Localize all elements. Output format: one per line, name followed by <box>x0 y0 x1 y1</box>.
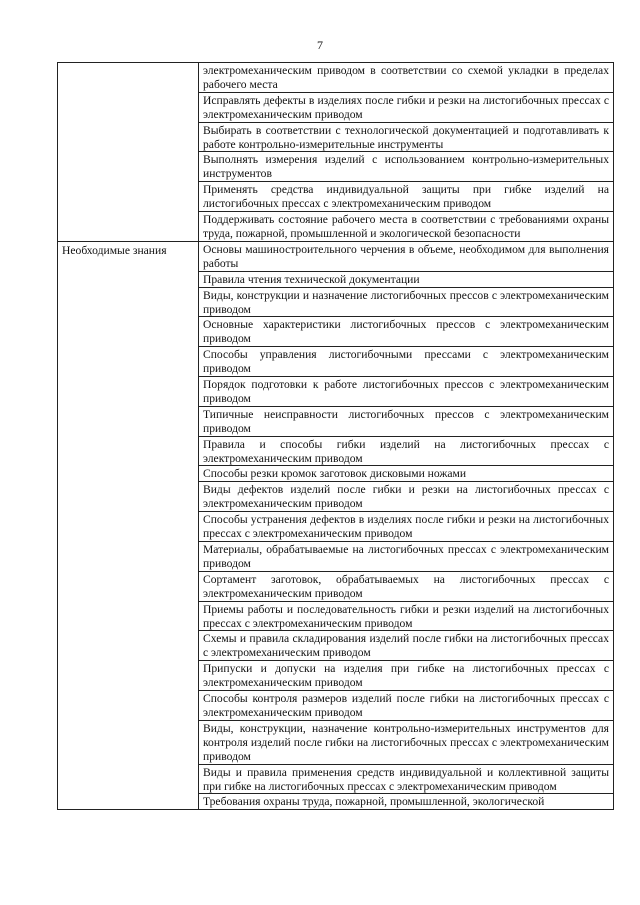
requirement-item: Способы контроля размеров изделий после гибки на листогибочных прессах с электромеханическим приводом <box>199 691 614 721</box>
requirement-item: Способы резки кромок заготовок дисковыми ножами <box>199 466 614 482</box>
requirements-table <box>57 62 614 810</box>
requirement-item: Правила чтения технической документации <box>199 271 614 287</box>
requirement-item: Виды дефектов изделий после гибки и резки на листогибочных прессах с электромеханическим приводом <box>199 482 614 512</box>
requirement-item: Исправлять дефекты в изделиях после гибки и резки на листогибочных прессах с электромеханическим приводом <box>199 92 614 122</box>
requirements-table-body <box>58 63 614 810</box>
page-number: 7 <box>317 38 323 52</box>
requirement-item: Виды и правила применения средств индивидуальной и коллективной защиты при гибке на листогибочных прессах с электромеханическим приводом <box>199 764 614 794</box>
requirements-table-wrap <box>57 62 613 905</box>
requirement-item: Требования охраны труда, пожарной, промышленной, экологической <box>199 794 614 810</box>
requirement-item: Выполнять измерения изделий с использованием контрольно-измерительных инструментов <box>199 152 614 182</box>
requirement-item: Сортамент заготовок, обрабатываемых на листогибочных прессах с электромеханическим приводом <box>199 571 614 601</box>
requirement-item: Правила и способы гибки изделий на листогибочных прессах с электромеханическим приводом <box>199 436 614 466</box>
requirement-item: Основные характеристики листогибочных прессов с электромеханическим приводом <box>199 317 614 347</box>
skills-label-cell <box>58 63 199 242</box>
requirement-item: Поддерживать состояние рабочего места в соответствии с требованиями охраны труда, пожарной, промышленной и экологической безопасности <box>199 212 614 242</box>
requirement-item: Основы машиностроительного черчения в объеме, необходимом для выполнения работы <box>199 241 614 271</box>
table-row <box>58 63 614 93</box>
requirement-item: Приемы работы и последовательность гибки и резки изделий на листогибочных прессах с электромеханическим приводом <box>199 601 614 631</box>
requirement-item: Применять средства индивидуальной защиты при гибке изделий на листогибочных прессах с электромеханическим приводом <box>199 182 614 212</box>
table-row <box>58 241 614 271</box>
requirement-item: Виды, конструкции и назначение листогибочных прессов с электромеханическим приводом <box>199 287 614 317</box>
requirement-item: Типичные неисправности листогибочных прессов с электромеханическим приводом <box>199 406 614 436</box>
requirement-item: Способы устранения дефектов в изделиях после гибки и резки на листогибочных прессах с электромеханическим приводом <box>199 512 614 542</box>
requirement-item: Материалы, обрабатываемые на листогибочных прессах с электромеханическим приводом <box>199 542 614 572</box>
requirement-item: электромеханическим приводом в соответствии со схемой укладки в пределах рабочего места <box>199 63 614 93</box>
requirement-item: Выбирать в соответствии с технологической документацией и подготавливать к работе контрольно-измерительные инструменты <box>199 122 614 152</box>
requirement-item: Припуски и допуски на изделия при гибке на листогибочных прессах с электромеханическим приводом <box>199 661 614 691</box>
requirement-item: Виды, конструкции, назначение контрольно-измерительных инструментов для контроля изделий после гибки на листогибочных прессах с электромеханическим приводом <box>199 720 614 764</box>
requirement-item: Схемы и правила складирования изделий после гибки на листогибочных прессах с электромеханическим приводом <box>199 631 614 661</box>
requirement-item: Порядок подготовки к работе листогибочных прессов с электромеханическим приводом <box>199 377 614 407</box>
knowledge-label-cell: Необходимые знания <box>58 241 199 809</box>
requirement-item: Способы управления листогибочными прессами с электромеханическим приводом <box>199 347 614 377</box>
